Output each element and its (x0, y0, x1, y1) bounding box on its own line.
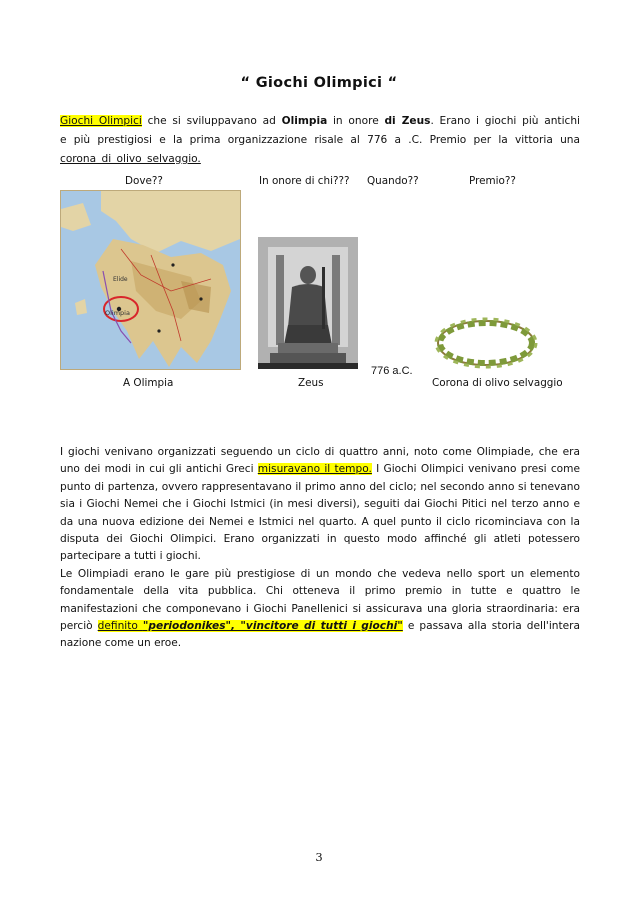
question-when: Quando?? (367, 175, 419, 187)
map-image-peloponnese (60, 190, 241, 370)
body-p2-text-d: e passava alla storia dell'intera nazione come un eroe. (60, 620, 581, 650)
question-prize: Premio?? (469, 175, 516, 187)
map-label-olympia: Olimpia (105, 309, 130, 317)
body-p2-highlight-defined: definito (97, 620, 143, 633)
body-paragraph-1 (60, 444, 580, 566)
olive-wreath-graphic (432, 313, 540, 375)
body-p2-highlight-periodonikes: "periodonikes", "vincitore di tutti i giochi" (142, 620, 403, 633)
body-paragraph-2 (60, 566, 580, 653)
intro-paragraph (60, 112, 580, 169)
caption-map: A Olimpia (123, 377, 174, 389)
caption-zeus: Zeus (298, 377, 324, 389)
body-p1-text-a: I giochi venivano organizzati seguendo un ciclo di quattro anni, noto come Olimpiade, che era uno dei modi in cui gli antichi Greci (60, 446, 580, 476)
body-text (60, 444, 580, 653)
intro-highlight-giochi: Giochi Olimpici (60, 115, 142, 127)
caption-date: 776 a.C. (371, 365, 413, 377)
olive-wreath-image (432, 313, 540, 375)
intro-text-3: . Erano i giochi più antichi e più prestigiosi e la prima organizzazione risale al 776 a .C. Premio per la vittoria una (60, 115, 581, 146)
body-p1-highlight: misuravano il tempo. (257, 463, 372, 476)
question-whom: In onore di chi??? (259, 175, 350, 187)
caption-wreath: Corona di olivo selvaggio (432, 377, 563, 389)
zeus-statue-image (258, 237, 358, 369)
page-title: “ Giochi Olimpici “ (240, 75, 398, 91)
map-graphic (61, 191, 240, 369)
map-label-region: Elide (113, 276, 128, 283)
intro-text-1: che si sviluppavano ad (141, 115, 282, 127)
body-p2-text-a: Le Olimpiadi erano le gare più prestigiose di un mondo che vedeva nello sport un elemento fondamentale della vita pubblica. Chi otteneva il primo premio in tutte e quattro le manifestazioni che componevano i Giochi Panellenici si assicurava una gloria straordinaria: era perciò (60, 567, 580, 633)
question-where: Dove?? (125, 175, 163, 187)
zeus-statue-graphic (258, 237, 358, 369)
body-p1-text-c: I Giochi Olimpici venivano presi come punto di partenza, ovvero rappresentavano il primo anno del ciclo; nel secondo anno si tenevano sia i Giochi Nemei che i Giochi Istmici (in mesi diversi), seguiti dai Giochi Pitici nel terzo anno e da una nuova edizione dei Nemei e Istmici nel quarto. A quel punto il ciclo ricominciava con la disputa dei Giochi Olimpici. Erano organizzati in questo modo affinché gli atleti potessero partecipare a tutti i giochi. (60, 463, 580, 563)
question-row (0, 175, 638, 189)
page-number: 3 (315, 850, 323, 864)
intro-zeus: di Zeus (384, 115, 431, 127)
intro-olimpia: Olimpia (281, 115, 328, 127)
intro-corona: corona di olivo selvaggio. (60, 153, 201, 165)
intro-text-2: in onore (327, 115, 385, 127)
